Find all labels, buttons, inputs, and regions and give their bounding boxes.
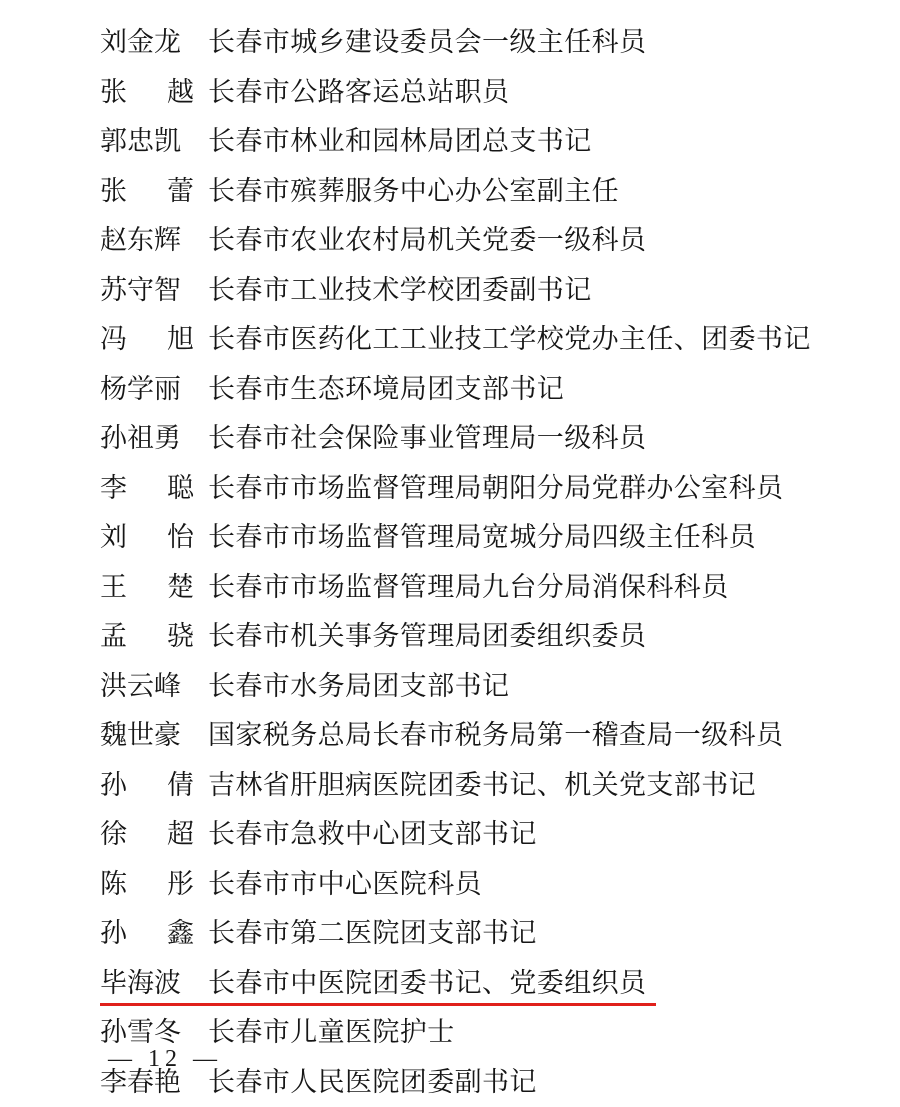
person-name [100, 909, 208, 959]
person-title: 长春市市中心医院科员 [208, 860, 482, 910]
list-item [100, 414, 840, 464]
list-item [100, 68, 840, 118]
person-name [100, 513, 208, 563]
person-title: 长春市公路客运总站职员 [208, 68, 509, 118]
list-item [100, 117, 840, 167]
person-title: 长春市儿童医院护士 [208, 1008, 455, 1058]
list-item [100, 909, 840, 959]
person-name: 魏世豪 [100, 711, 208, 761]
person-name [100, 810, 208, 860]
person-title: 长春市中医院团委书记、党委组织员 [208, 959, 646, 1009]
person-title: 国家税务总局长春市税务局第一稽查局一级科员 [208, 711, 783, 761]
person-name-char: 骁 [167, 612, 194, 662]
person-title: 长春市殡葬服务中心办公室副主任 [208, 167, 619, 217]
page-number: — 12 — [108, 1046, 222, 1072]
person-name-char: 徐 [100, 810, 127, 860]
person-name [100, 563, 208, 613]
person-name-char: 旭 [167, 315, 194, 365]
list-item [100, 365, 840, 415]
person-title: 长春市市场监督管理局宽城分局四级主任科员 [208, 513, 756, 563]
person-name: 刘金龙 [100, 18, 208, 68]
person-title: 长春市市场监督管理局九台分局消保科科员 [208, 563, 729, 613]
list-item [100, 612, 840, 662]
person-name: 苏守智 [100, 266, 208, 316]
person-title: 长春市市场监督管理局朝阳分局党群办公室科员 [208, 464, 783, 514]
person-title: 长春市水务局团支部书记 [208, 662, 509, 712]
person-name-char: 蕾 [167, 167, 194, 217]
person-name-char: 彤 [167, 860, 194, 910]
person-title: 长春市机关事务管理局团委组织委员 [208, 612, 646, 662]
list-item [100, 860, 840, 910]
list-item [100, 266, 840, 316]
person-title: 长春市林业和园林局团总支书记 [208, 117, 592, 167]
list-item [100, 464, 840, 514]
person-name-char: 楚 [167, 563, 194, 613]
person-name-char: 孙 [100, 761, 127, 811]
page-footer [0, 1046, 900, 1073]
person-name: 杨学丽 [100, 365, 208, 415]
person-name-char: 李 [100, 464, 127, 514]
person-name-char: 怡 [167, 513, 194, 563]
person-name-char: 王 [100, 563, 127, 613]
person-name [100, 167, 208, 217]
person-name: 李春艳 [100, 1058, 208, 1107]
person-name-char: 倩 [167, 761, 194, 811]
person-title: 长春市生态环境局团支部书记 [208, 365, 564, 415]
person-name-char: 孟 [100, 612, 127, 662]
list-item [100, 563, 840, 613]
list-item [100, 959, 840, 1009]
person-name-char: 越 [167, 68, 194, 118]
person-name [100, 464, 208, 514]
list-item [100, 167, 840, 217]
person-name [100, 315, 208, 365]
person-title: 长春市急救中心团支部书记 [208, 810, 537, 860]
person-title: 长春市人民医院团委副书记 [208, 1058, 537, 1107]
person-name: 毕海波 [100, 959, 208, 1009]
list-item [100, 216, 840, 266]
person-title: 长春市医药化工工业技工学校党办主任、团委书记 [208, 315, 811, 365]
person-name: 郭忠凯 [100, 117, 208, 167]
person-name [100, 860, 208, 910]
list-item [100, 761, 840, 811]
person-title: 长春市农业农村局机关党委一级科员 [208, 216, 646, 266]
list-item [100, 315, 840, 365]
list-item [100, 662, 840, 712]
person-name: 洪云峰 [100, 662, 208, 712]
person-title: 吉林省肝胆病医院团委书记、机关党支部书记 [208, 761, 756, 811]
person-name [100, 612, 208, 662]
person-name [100, 761, 208, 811]
person-title: 长春市社会保险事业管理局一级科员 [208, 414, 646, 464]
person-name [100, 68, 208, 118]
person-name: 孙雪冬 [100, 1008, 208, 1058]
person-name-char: 鑫 [167, 909, 194, 959]
person-name-char: 聪 [167, 464, 194, 514]
person-name: 孙祖勇 [100, 414, 208, 464]
person-name-char: 冯 [100, 315, 127, 365]
list-item [100, 513, 840, 563]
person-name-char: 陈 [100, 860, 127, 910]
person-name-char: 刘 [100, 513, 127, 563]
person-title: 长春市工业技术学校团委副书记 [208, 266, 592, 316]
person-name-char: 超 [167, 810, 194, 860]
list-item [100, 810, 840, 860]
list-item [100, 18, 840, 68]
person-name-char: 张 [100, 68, 127, 118]
person-title: 长春市第二医院团支部书记 [208, 909, 537, 959]
list-item [100, 711, 840, 761]
person-name-char: 张 [100, 167, 127, 217]
person-title: 长春市城乡建设委员会一级主任科员 [208, 18, 646, 68]
name-title-list [100, 18, 840, 1107]
person-name-char: 孙 [100, 909, 127, 959]
person-name: 赵东辉 [100, 216, 208, 266]
